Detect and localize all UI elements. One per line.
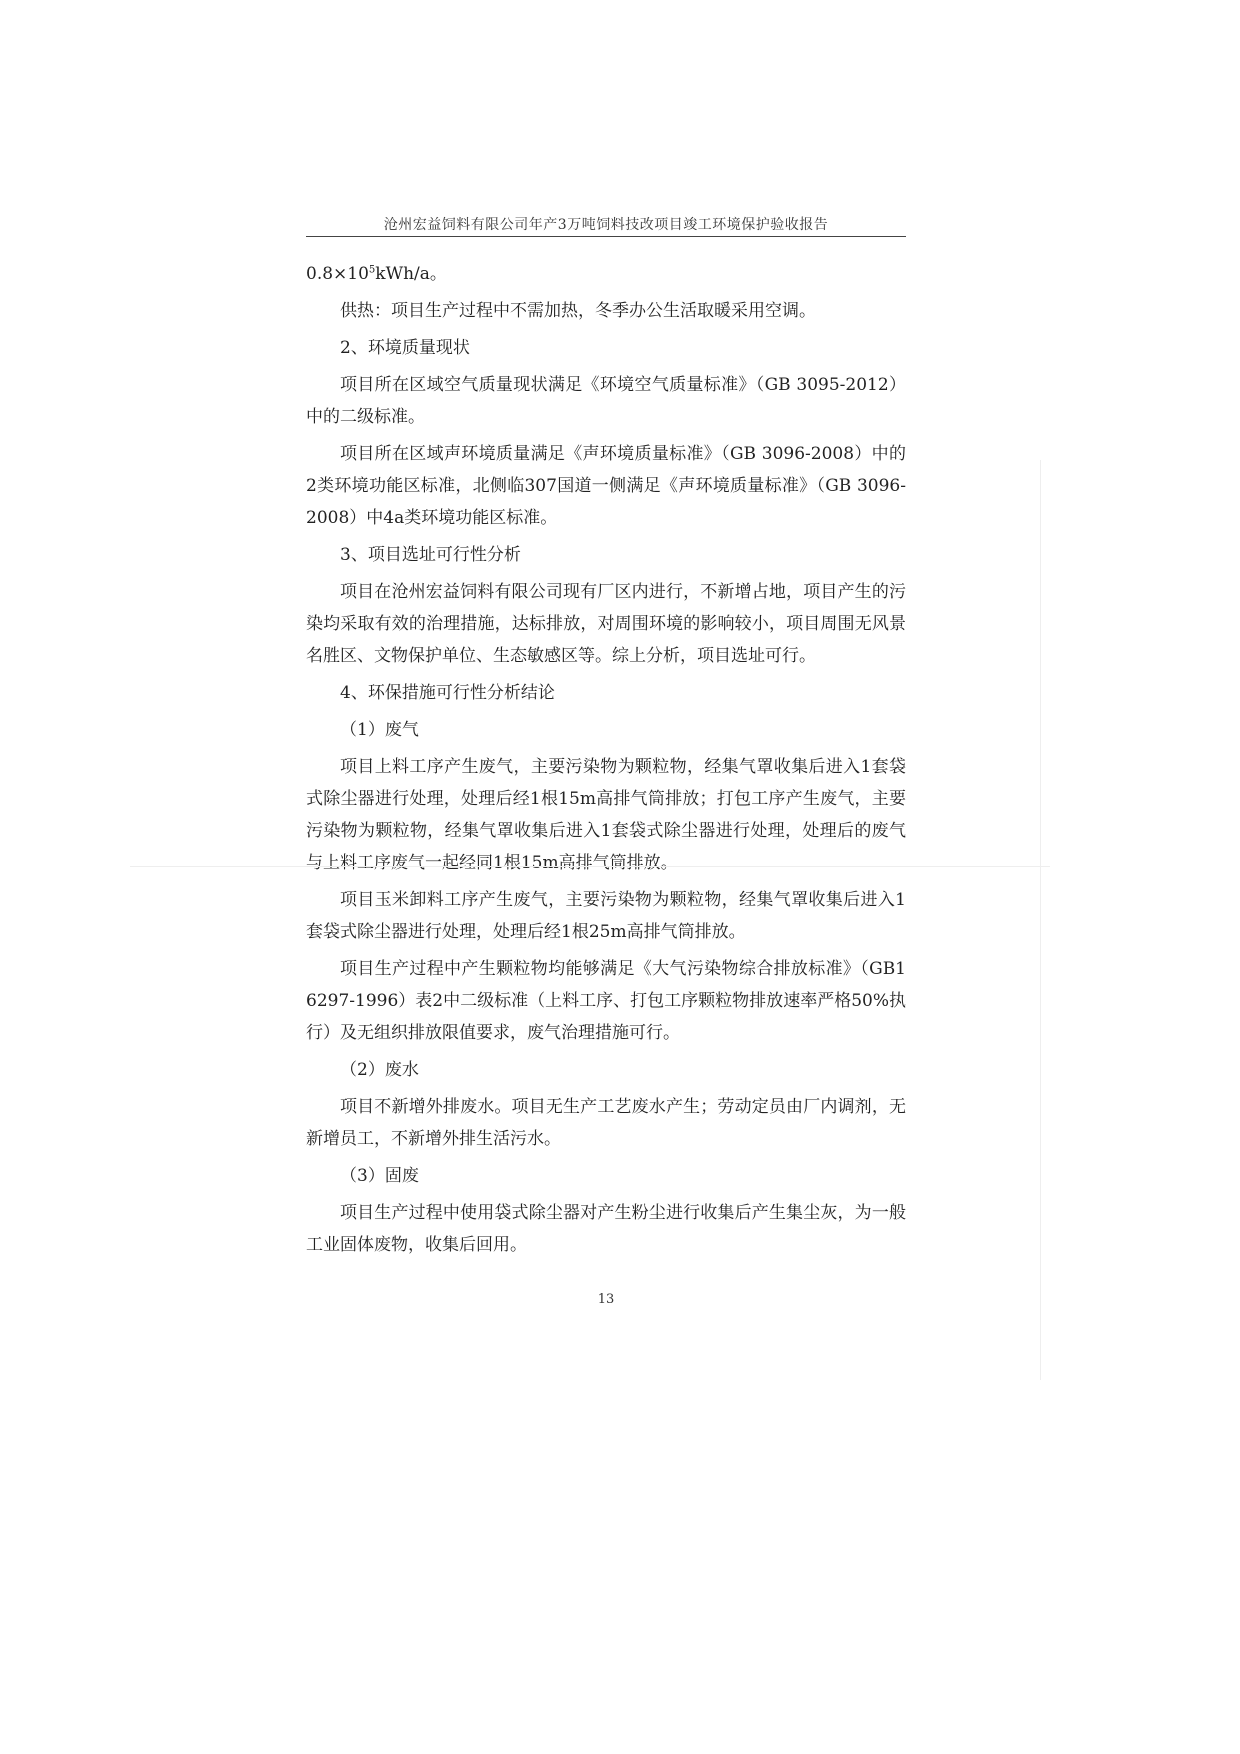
solid-waste-paragraph: 项目生产过程中使用袋式除尘器对产生粉尘进行收集后产生集尘灰，为一般工业固体废物，收集后回用。 [306,1203,906,1255]
site-feasibility-paragraph: 项目在沧州宏益饲料有限公司现有厂区内进行，不新增占地，项目产生的污染均采取有效的治理措施，达标排放，对周围环境的影响较小，项目周围无风景名胜区、文物保护单位、生态敏感区等。综上分析，项目选址可行。 [306,582,906,666]
page-number: 13 [597,1292,615,1307]
section-heading-site-feasibility: 3、项目选址可行性分析 [340,545,521,565]
heating-paragraph: 供热：项目生产过程中不需加热，冬季办公生活取暖采用空调。 [340,301,816,321]
section-heading-measures-conclusion: 4、环保措施可行性分析结论 [340,683,555,703]
document-body [306,258,906,1266]
waste-gas-paragraph-1: 项目上料工序产生废气，主要污染物为颗粒物，经集气罩收集后进入1套袋式除尘器进行处理，处理后经1根15m高排气筒排放；打包工序产生废气，主要污染物为颗粒物，经集气罩收集后进入1套袋式除尘器进行处理，处理后的废气与上料工序废气一起经同1根15m高排气筒排放。 [306,757,906,873]
scan-artifact-edge [1040,460,1041,1380]
subheading-waste-gas: （1）废气 [340,720,419,740]
noise-quality-paragraph: 项目所在区域声环境质量满足《声环境质量标准》（GB 3096-2008）中的2类环境功能区标准，北侧临307国道一侧满足《声环境质量标准》（GB 3096-2008）中4a类环境功能区标准。 [306,444,906,528]
energy-value-exponent: 5 [368,264,376,276]
waste-gas-paragraph-2: 项目玉米卸料工序产生废气，主要污染物为颗粒物，经集气罩收集后进入1套袋式除尘器进行处理，处理后经1根25m高排气筒排放。 [306,890,906,942]
energy-value-suffix: kWh/a。 [375,264,447,284]
section-heading-environment-quality: 2、环境质量现状 [340,338,470,358]
energy-consumption-line [306,258,906,290]
air-quality-paragraph: 项目所在区域空气质量现状满足《环境空气质量标准》（GB 3095-2012）中的二级标准。 [306,375,906,427]
waste-water-paragraph: 项目不新增外排废水。项目无生产工艺废水产生；劳动定员由厂内调剂，无新增员工，不新增外排生活污水。 [306,1097,906,1149]
scan-artifact-line [130,866,1050,867]
waste-gas-paragraph-3: 项目生产过程中产生颗粒物均能够满足《大气污染物综合排放标准》（GB16297-1996）表2中二级标准（上料工序、打包工序颗粒物排放速率严格50%执行）及无组织排放限值要求，废气治理措施可行。 [306,959,906,1043]
subheading-waste-water: （2）废水 [340,1060,419,1080]
page-header-title: 沧州宏益饲料有限公司年产3万吨饲料技改项目竣工环境保护验收报告 [383,217,829,233]
subheading-solid-waste: （3）固废 [340,1166,419,1186]
header-divider [306,236,906,237]
energy-value-prefix: 0.8×10 [306,264,369,284]
